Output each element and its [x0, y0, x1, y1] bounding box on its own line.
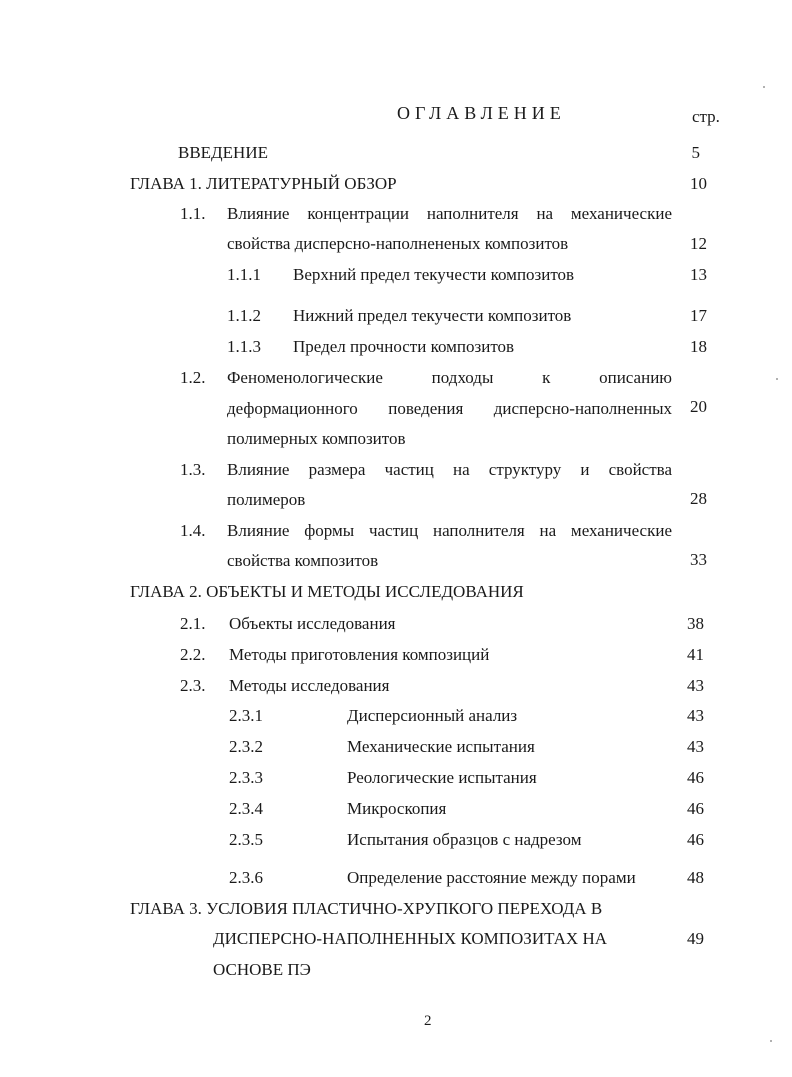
toc-2-1-label: Объекты исследования	[229, 614, 396, 633]
toc-2-2-label: Методы приготовления композиций	[229, 645, 490, 664]
toc-chapter-2-label: ГЛАВА 2. ОБЪЕКТЫ И МЕТОДЫ ИССЛЕДОВАНИЯ	[130, 582, 524, 601]
toc-1-1-1-number: 1.1.1	[227, 265, 261, 284]
toc-2-2-number: 2.2.	[180, 645, 206, 664]
toc-1-1-2-page: 17	[690, 306, 707, 325]
page-number: 2	[424, 1013, 432, 1029]
toc-intro-label: ВВЕДЕНИЕ	[178, 143, 268, 162]
toc-2-3-1-number: 2.3.1	[229, 706, 263, 725]
toc-1-4-page: 33	[690, 550, 707, 569]
page-column-header: стр.	[692, 107, 720, 126]
toc-chapter-1-label: ГЛАВА 1. ЛИТЕРАТУРНЫЙ ОБЗОР	[130, 174, 397, 193]
toc-intro-page: 5	[691, 143, 700, 162]
toc-1-4-number: 1.4.	[180, 521, 206, 540]
toc-2-3-1-page: 43	[687, 706, 704, 725]
toc-2-3-6-page: 48	[687, 868, 704, 887]
toc-1-2-page: 20	[690, 397, 707, 416]
toc-1-1-3-page: 18	[690, 337, 707, 356]
scan-speck	[776, 378, 778, 380]
toc-2-3-number: 2.3.	[180, 676, 206, 695]
toc-1-2-line-2: деформационного поведения дисперсно-наполненных	[227, 399, 672, 418]
toc-2-3-4-page: 46	[687, 799, 704, 818]
toc-2-1-number: 2.1.	[180, 614, 206, 633]
toc-1-1-number: 1.1.	[180, 204, 206, 223]
toc-2-3-1-label: Дисперсионный анализ	[347, 706, 518, 725]
toc-2-3-3-page: 46	[687, 768, 704, 787]
toc-2-3-2-page: 43	[687, 737, 704, 756]
toc-1-3-number: 1.3.	[180, 460, 206, 479]
toc-1-1-2-number: 1.1.2	[227, 306, 261, 325]
toc-chapter-3-line-1: ГЛАВА 3. УСЛОВИЯ ПЛАСТИЧНО-ХРУПКОГО ПЕРЕХОДА В	[130, 899, 603, 918]
toc-2-1-page: 38	[687, 614, 704, 633]
toc-2-3-3-label: Реологические испытания	[347, 768, 537, 787]
toc-2-3-page: 43	[687, 676, 704, 695]
toc-1-4-line-2: свойства композитов	[227, 551, 379, 570]
toc-2-3-5-page: 46	[687, 830, 704, 849]
toc-1-1-page: 12	[690, 234, 707, 253]
toc-1-1-line-2: свойства дисперсно-наполнененых композитов	[227, 234, 569, 253]
toc-1-1-3-number: 1.1.3	[227, 337, 261, 356]
toc-2-3-6-label: Определение расстояние между порами	[347, 868, 636, 887]
toc-2-3-6-number: 2.3.6	[229, 868, 263, 887]
scan-speck	[770, 1040, 772, 1042]
toc-2-3-2-label: Механические испытания	[347, 737, 535, 756]
toc-chapter-3-line-2: ДИСПЕРСНО-НАПОЛНЕННЫХ КОМПОЗИТАХ НА	[213, 929, 607, 948]
scan-speck	[763, 86, 765, 88]
toc-2-2-page: 41	[687, 645, 704, 664]
toc-1-3-line-1: Влияние размера частиц на структуру и свойства	[227, 460, 672, 479]
toc-chapter-1-page: 10	[690, 174, 707, 193]
toc-2-3-5-label: Испытания образцов с надрезом	[347, 830, 582, 849]
toc-1-2-number: 1.2.	[180, 368, 206, 387]
toc-2-3-3-number: 2.3.3	[229, 768, 263, 787]
toc-1-1-3-label: Предел прочности композитов	[293, 337, 515, 356]
toc-1-3-line-2: полимеров	[227, 490, 306, 509]
toc-1-2-line-3: полимерных композитов	[227, 429, 406, 448]
toc-chapter-3-line-3: ОСНОВЕ ПЭ	[213, 960, 311, 979]
toc-1-4-line-1: Влияние формы частиц наполнителя на механические	[227, 521, 672, 540]
toc-2-3-5-number: 2.3.5	[229, 830, 263, 849]
toc-1-3-page: 28	[690, 489, 707, 508]
page-title: ОГЛАВЛЕНИЕ	[397, 103, 566, 123]
toc-1-2-line-1: Феноменологические подходы к описанию	[227, 368, 672, 387]
toc-2-3-2-number: 2.3.2	[229, 737, 263, 756]
toc-2-3-4-label: Микроскопия	[347, 799, 447, 818]
toc-1-1-1-page: 13	[690, 265, 707, 284]
toc-1-1-1-label: Верхний предел текучести композитов	[293, 265, 575, 284]
toc-1-1-line-1: Влияние концентрации наполнителя на механические	[227, 204, 672, 223]
toc-1-1-2-label: Нижний предел текучести композитов	[293, 306, 572, 325]
toc-chapter-3-page: 49	[687, 929, 704, 948]
toc-2-3-label: Методы исследования	[229, 676, 390, 695]
toc-2-3-4-number: 2.3.4	[229, 799, 263, 818]
